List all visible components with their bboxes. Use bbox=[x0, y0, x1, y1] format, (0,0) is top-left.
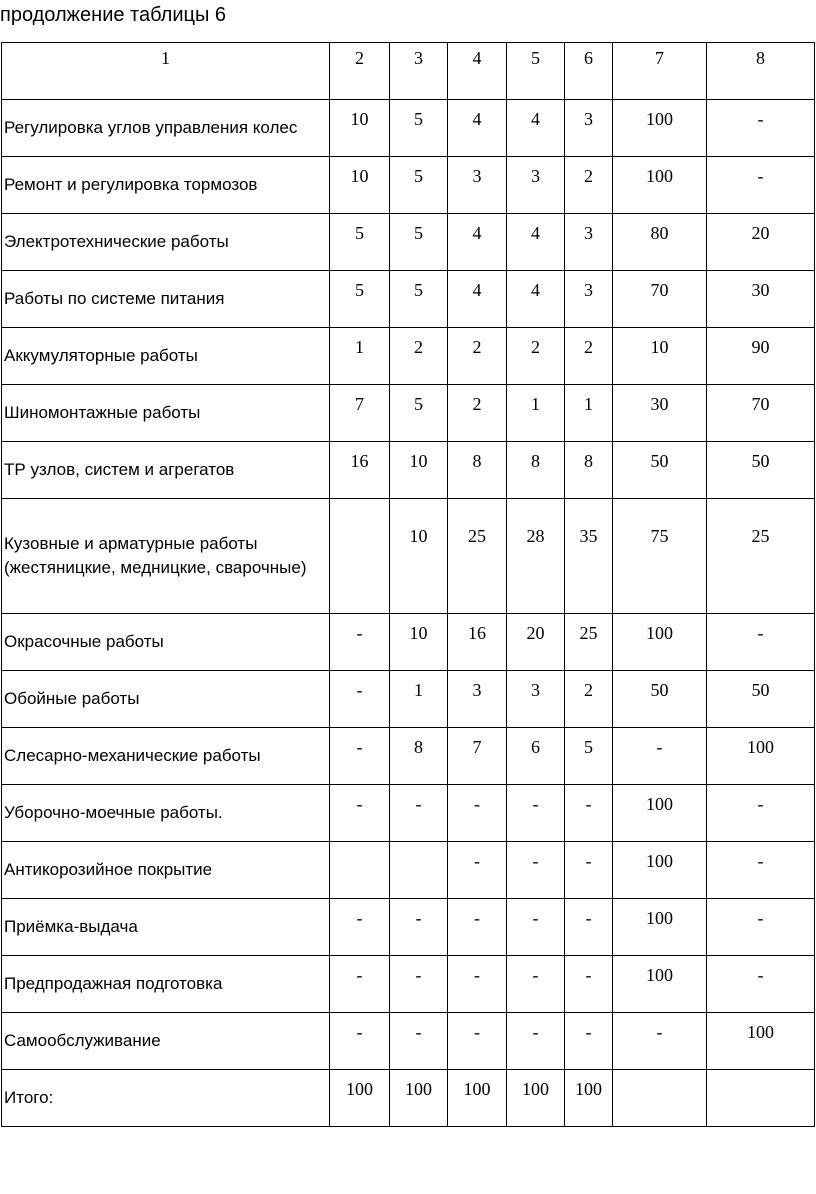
value-cell: 2 bbox=[565, 328, 613, 385]
value-cell: 100 bbox=[613, 100, 707, 157]
value-cell: - bbox=[330, 614, 390, 671]
table-row bbox=[2, 100, 815, 157]
value-cell: 4 bbox=[507, 100, 565, 157]
table-row bbox=[2, 842, 815, 899]
row-label: Антикорозийное покрытие bbox=[2, 842, 330, 899]
value-cell: - bbox=[565, 842, 613, 899]
value-cell: 20 bbox=[707, 214, 815, 271]
value-cell: 28 bbox=[507, 499, 565, 614]
value-cell: - bbox=[707, 899, 815, 956]
value-cell: 3 bbox=[565, 100, 613, 157]
value-cell: 70 bbox=[613, 271, 707, 328]
value-cell: 20 bbox=[507, 614, 565, 671]
value-cell: - bbox=[565, 956, 613, 1013]
value-cell: 5 bbox=[390, 385, 448, 442]
value-cell: - bbox=[707, 614, 815, 671]
value-cell: 5 bbox=[565, 728, 613, 785]
value-cell: 100 bbox=[330, 1070, 390, 1127]
row-label: Обойные работы bbox=[2, 671, 330, 728]
value-cell: 3 bbox=[448, 671, 507, 728]
row-label: Кузовные и арматурные работы (жестяницкие, медницкие, сварочные) bbox=[2, 499, 330, 614]
value-cell: - bbox=[707, 785, 815, 842]
value-cell: 75 bbox=[613, 499, 707, 614]
header-cell: 6 bbox=[565, 43, 613, 100]
table-row bbox=[2, 1070, 815, 1127]
value-cell: - bbox=[507, 956, 565, 1013]
value-cell: 100 bbox=[613, 157, 707, 214]
row-label: Работы по системе питания bbox=[2, 271, 330, 328]
table-row bbox=[2, 385, 815, 442]
value-cell: 100 bbox=[707, 728, 815, 785]
value-cell: 2 bbox=[565, 157, 613, 214]
value-cell: 100 bbox=[565, 1070, 613, 1127]
table-row bbox=[2, 1013, 815, 1070]
value-cell: - bbox=[507, 1013, 565, 1070]
value-cell: 4 bbox=[448, 214, 507, 271]
table-row bbox=[2, 785, 815, 842]
value-cell: 4 bbox=[507, 271, 565, 328]
value-cell: - bbox=[507, 899, 565, 956]
value-cell: 2 bbox=[448, 328, 507, 385]
value-cell: 80 bbox=[613, 214, 707, 271]
table-row bbox=[2, 728, 815, 785]
row-label: Аккумуляторные работы bbox=[2, 328, 330, 385]
value-cell: 100 bbox=[613, 614, 707, 671]
value-cell: - bbox=[330, 1013, 390, 1070]
value-cell: 30 bbox=[707, 271, 815, 328]
value-cell: 3 bbox=[565, 271, 613, 328]
value-cell: 50 bbox=[613, 442, 707, 499]
value-cell: 10 bbox=[613, 328, 707, 385]
row-label: Уборочно-моечные работы. bbox=[2, 785, 330, 842]
table-row bbox=[2, 671, 815, 728]
value-cell: 8 bbox=[390, 728, 448, 785]
value-cell: 50 bbox=[613, 671, 707, 728]
value-cell: - bbox=[390, 1013, 448, 1070]
value-cell: 25 bbox=[707, 499, 815, 614]
header-cell: 7 bbox=[613, 43, 707, 100]
value-cell: 100 bbox=[613, 842, 707, 899]
value-cell: 2 bbox=[390, 328, 448, 385]
value-cell: 16 bbox=[448, 614, 507, 671]
row-label: ТР узлов, систем и агрегатов bbox=[2, 442, 330, 499]
value-cell bbox=[613, 1070, 707, 1127]
value-cell: 35 bbox=[565, 499, 613, 614]
value-cell: 100 bbox=[448, 1070, 507, 1127]
value-cell: - bbox=[507, 842, 565, 899]
value-cell: - bbox=[330, 785, 390, 842]
value-cell: 1 bbox=[507, 385, 565, 442]
table-row bbox=[2, 328, 815, 385]
row-label: Итого: bbox=[2, 1070, 330, 1127]
value-cell: - bbox=[448, 1013, 507, 1070]
header-row bbox=[2, 43, 815, 100]
header-cell: 2 bbox=[330, 43, 390, 100]
value-cell: - bbox=[565, 1013, 613, 1070]
row-label: Ремонт и регулировка тормозов bbox=[2, 157, 330, 214]
value-cell: 3 bbox=[448, 157, 507, 214]
value-cell bbox=[330, 499, 390, 614]
table-row bbox=[2, 157, 815, 214]
value-cell: 5 bbox=[390, 100, 448, 157]
value-cell: - bbox=[448, 956, 507, 1013]
value-cell: 7 bbox=[448, 728, 507, 785]
value-cell: 2 bbox=[565, 671, 613, 728]
value-cell: 100 bbox=[507, 1070, 565, 1127]
value-cell: - bbox=[330, 671, 390, 728]
value-cell: 6 bbox=[507, 728, 565, 785]
row-label: Окрасочные работы bbox=[2, 614, 330, 671]
table-row bbox=[2, 614, 815, 671]
value-cell: - bbox=[707, 100, 815, 157]
value-cell: 10 bbox=[330, 100, 390, 157]
value-cell: - bbox=[390, 785, 448, 842]
value-cell: 3 bbox=[565, 214, 613, 271]
value-cell: 5 bbox=[330, 214, 390, 271]
value-cell: 10 bbox=[390, 614, 448, 671]
value-cell: 16 bbox=[330, 442, 390, 499]
row-label: Электротехнические работы bbox=[2, 214, 330, 271]
value-cell bbox=[390, 842, 448, 899]
header-cell: 4 bbox=[448, 43, 507, 100]
value-cell: 1 bbox=[390, 671, 448, 728]
value-cell: - bbox=[448, 842, 507, 899]
value-cell bbox=[330, 842, 390, 899]
header-cell: 3 bbox=[390, 43, 448, 100]
value-cell: 5 bbox=[390, 214, 448, 271]
value-cell: 50 bbox=[707, 442, 815, 499]
value-cell bbox=[707, 1070, 815, 1127]
header-cell: 1 bbox=[2, 43, 330, 100]
value-cell: - bbox=[448, 785, 507, 842]
data-table bbox=[1, 42, 815, 1127]
value-cell: - bbox=[390, 956, 448, 1013]
value-cell: - bbox=[707, 956, 815, 1013]
value-cell: - bbox=[707, 842, 815, 899]
row-label: Регулировка углов управления колес bbox=[2, 100, 330, 157]
value-cell: 100 bbox=[613, 785, 707, 842]
value-cell: 2 bbox=[507, 328, 565, 385]
value-cell: 5 bbox=[390, 157, 448, 214]
value-cell: 10 bbox=[390, 442, 448, 499]
value-cell: - bbox=[707, 157, 815, 214]
table-row bbox=[2, 214, 815, 271]
value-cell: - bbox=[330, 899, 390, 956]
value-cell: - bbox=[330, 728, 390, 785]
value-cell: 25 bbox=[565, 614, 613, 671]
value-cell: 10 bbox=[330, 157, 390, 214]
value-cell: 1 bbox=[565, 385, 613, 442]
table-row bbox=[2, 271, 815, 328]
value-cell: 7 bbox=[330, 385, 390, 442]
value-cell: 8 bbox=[448, 442, 507, 499]
value-cell: 90 bbox=[707, 328, 815, 385]
value-cell: 8 bbox=[565, 442, 613, 499]
value-cell: 8 bbox=[507, 442, 565, 499]
value-cell: 70 bbox=[707, 385, 815, 442]
value-cell: 100 bbox=[390, 1070, 448, 1127]
table-row bbox=[2, 442, 815, 499]
value-cell: - bbox=[613, 728, 707, 785]
value-cell: - bbox=[448, 899, 507, 956]
value-cell: - bbox=[613, 1013, 707, 1070]
value-cell: 100 bbox=[707, 1013, 815, 1070]
value-cell: - bbox=[390, 899, 448, 956]
value-cell: 3 bbox=[507, 157, 565, 214]
value-cell: 10 bbox=[390, 499, 448, 614]
header-cell: 5 bbox=[507, 43, 565, 100]
value-cell: - bbox=[565, 899, 613, 956]
table-row bbox=[2, 499, 815, 614]
value-cell: 5 bbox=[330, 271, 390, 328]
value-cell: 4 bbox=[448, 100, 507, 157]
value-cell: 100 bbox=[613, 956, 707, 1013]
value-cell: - bbox=[565, 785, 613, 842]
row-label: Шиномонтажные работы bbox=[2, 385, 330, 442]
value-cell: 1 bbox=[330, 328, 390, 385]
value-cell: 4 bbox=[448, 271, 507, 328]
value-cell: - bbox=[330, 956, 390, 1013]
value-cell: 30 bbox=[613, 385, 707, 442]
value-cell: 3 bbox=[507, 671, 565, 728]
table-caption: продолжение таблицы 6 bbox=[0, 4, 227, 26]
value-cell: 50 bbox=[707, 671, 815, 728]
value-cell: 25 bbox=[448, 499, 507, 614]
value-cell: - bbox=[507, 785, 565, 842]
value-cell: 5 bbox=[390, 271, 448, 328]
table-row bbox=[2, 899, 815, 956]
value-cell: 2 bbox=[448, 385, 507, 442]
value-cell: 100 bbox=[613, 899, 707, 956]
row-label: Предпродажная подготовка bbox=[2, 956, 330, 1013]
row-label: Самообслуживание bbox=[2, 1013, 330, 1070]
row-label: Приёмка-выдача bbox=[2, 899, 330, 956]
header-cell: 8 bbox=[707, 43, 815, 100]
table-row bbox=[2, 956, 815, 1013]
value-cell: 4 bbox=[507, 214, 565, 271]
row-label: Слесарно-механические работы bbox=[2, 728, 330, 785]
